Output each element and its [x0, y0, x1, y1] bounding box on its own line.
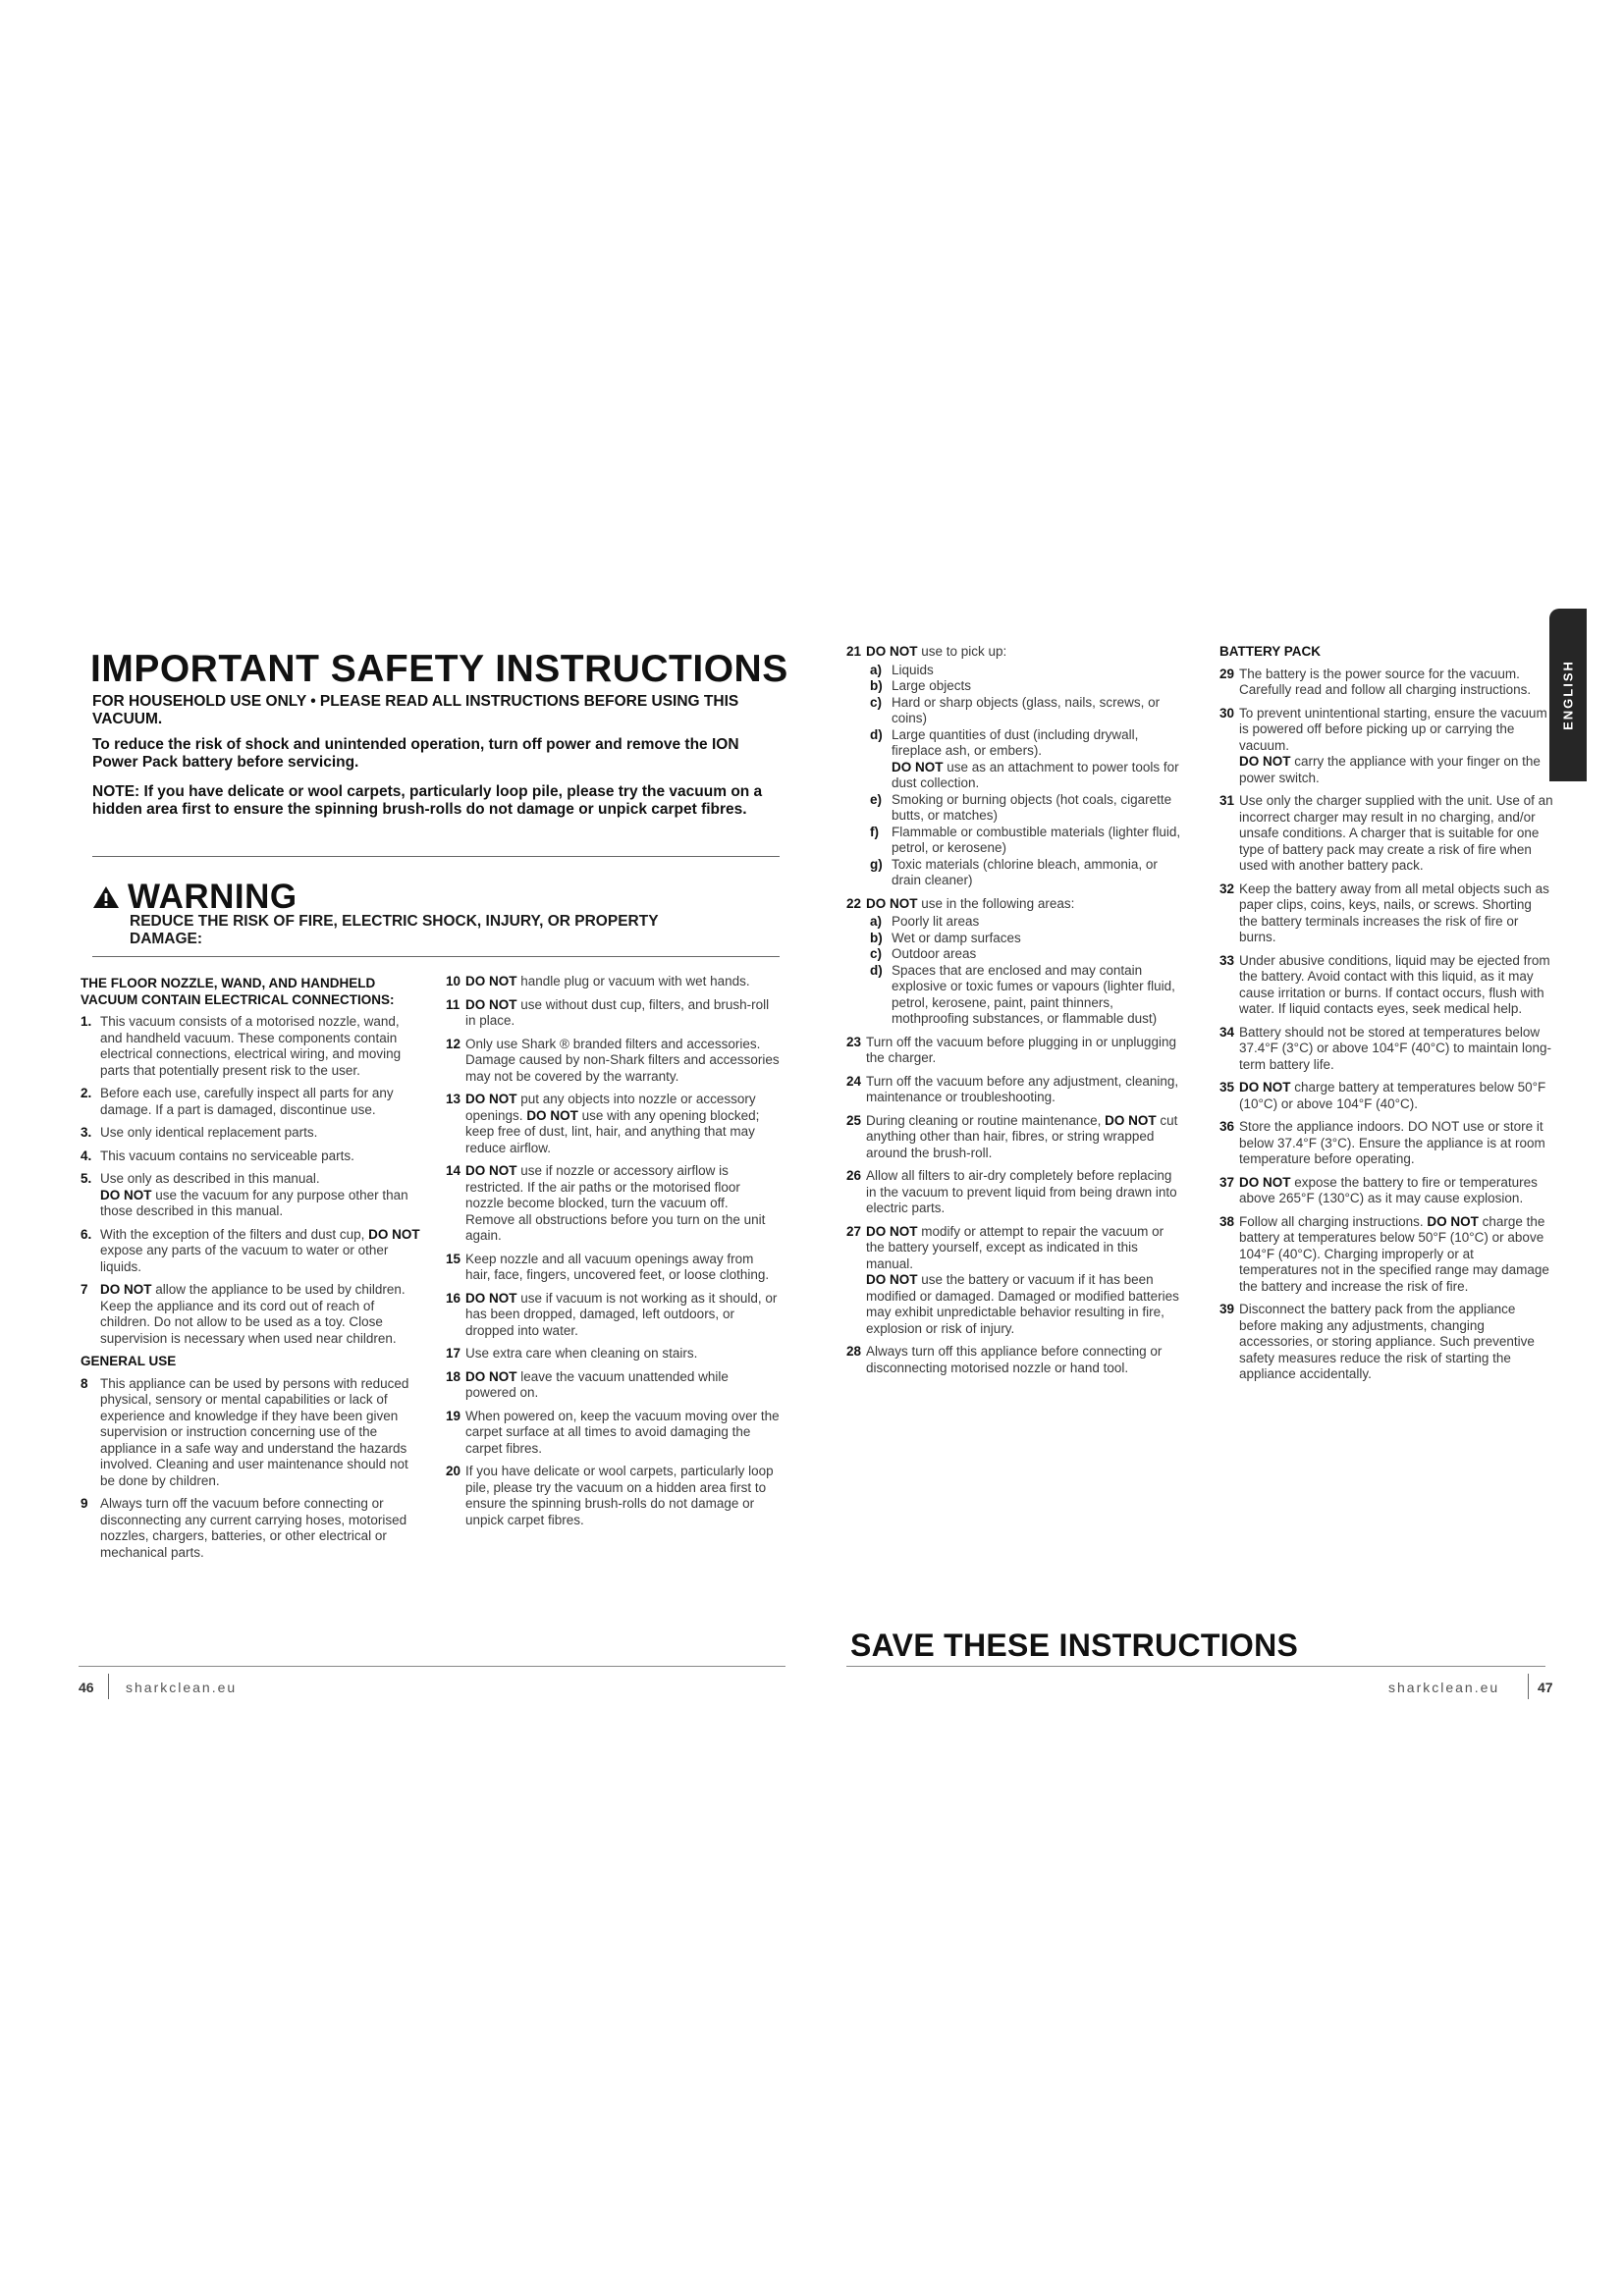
list-item: 28 Always turn off this appliance before connecting or disconnecting motorised nozzle or hand tool.	[846, 1344, 1163, 1375]
page-number: 47	[1538, 1680, 1553, 1695]
shock-notice: To reduce the risk of shock and unintended operation, turn off power and remove the ION Power Pack battery before servicing.	[92, 736, 739, 771]
left-column-2	[446, 974, 780, 1535]
footer-separator	[1528, 1674, 1529, 1699]
sub-item: a) Liquids	[870, 662, 934, 677]
list-item: 29 The battery is the power source for the vacuum. Carefully read and follow all charging instructions.	[1219, 666, 1532, 697]
sub-item: d) Spaces that are enclosed and may contain explosive or toxic fumes or vapours (lighter fluid, petrol, kerosene, paint, paint thinners, mothproofing substances, or flammable dust)	[870, 962, 1175, 1026]
list-item: 38 Follow all charging instructions. DO NOT charge the battery at temperatures below 50°F (10°C) or above 104°F (40°C). Charging improperly or at temperatures not in the specified range may damage the battery and increase the risk of fire.	[1219, 1213, 1549, 1294]
sub-item: c) Outdoor areas	[870, 946, 977, 961]
footer-url: sharkclean.eu	[1388, 1680, 1500, 1695]
floor-nozzle-heading: THE FLOOR NOZZLE, WAND, AND HANDHELD VACUUM CONTAIN ELECTRICAL CONNECTIONS:	[81, 976, 395, 1007]
list-item: 32 Keep the battery away from all metal objects such as paper clips, coins, keys, nails, or screws. Shorting the battery terminals increases the risk of fire or burns.	[1219, 881, 1549, 944]
list-item: 17 Use extra care when cleaning on stairs.	[446, 1346, 698, 1361]
list-item: 25 During cleaning or routine maintenance, DO NOT cut anything other than hair, fibres, or string wrapped around the brush-roll.	[846, 1112, 1178, 1160]
list-item: 2. Before each use, carefully inspect all parts for any damage. If a part is damaged, discontinue use.	[81, 1086, 394, 1117]
carpet-note: NOTE: If you have delicate or wool carpets, particularly loop pile, please try the vacuum on a hidden area first to ensure the spinning brush-rolls do not damage or unpick carpet fibres.	[92, 783, 763, 818]
list-item: 37 DO NOT expose the battery to fire or temperatures above 265°F (130°C) as it may cause explosion.	[1219, 1174, 1538, 1205]
list-item: 23 Turn off the vacuum before plugging in or unplugging the charger.	[846, 1034, 1176, 1065]
list-item: 30 To prevent unintentional starting, ensure the vacuum is powered off before picking up or carrying the vacuum. DO NOT carry the appliance with your finger on the power switch.	[1219, 705, 1547, 785]
list-item: 3. Use only identical replacement parts.	[81, 1125, 318, 1140]
language-label: ENGLISH	[1560, 660, 1576, 730]
list-item: 19 When powered on, keep the vacuum moving over the carpet surface at all times to avoid damaging the carpet fibres.	[446, 1408, 780, 1456]
list-item: 8 This appliance can be used by persons with reduced physical, sensory or mental capabilities or lack of experience and knowledge if they have been given supervision or instruction concerning use of the appliance in a safe way and understand the hazards involved. Cleaning and user maintenance should not be done by children.	[81, 1375, 409, 1488]
list-item: 14 DO NOT use if nozzle or accessory airflow is restricted. If the air paths or the motorised floor nozzle become blocked, turn the vacuum off. Remove all obstructions before you turn on the unit again.	[446, 1163, 766, 1243]
left-column-1	[81, 976, 424, 1568]
warning-word: WARNING	[128, 878, 298, 916]
footer-url: sharkclean.eu	[126, 1680, 238, 1695]
sub-item: f) Flammable or combustible materials (lighter fluid, petrol, or kerosene)	[870, 824, 1181, 855]
list-item: 36 Store the appliance indoors. DO NOT use or store it below 37.4°F (3°C). Ensure the appliance is at room temperature before operating.	[1219, 1119, 1545, 1166]
save-instructions-title: SAVE THESE INSTRUCTIONS	[850, 1628, 1299, 1663]
footer-divider	[846, 1666, 1545, 1667]
list-item: 7 DO NOT allow the appliance to be used by children. Keep the appliance and its cord out of reach of children. Do not allow to be used as a toy. Close supervision is necessary when used near children.	[81, 1282, 406, 1346]
list-item: 27 DO NOT modify or attempt to repair the vacuum or the battery yourself, except as indicated in this manual. DO NOT use the battery or vacuum if it has been modified or damaged. Damaged or modified batteries may exhibit unpredictable behavior resulting in fire, explosion or risk of injury.	[846, 1223, 1179, 1336]
list-item: 15 Keep nozzle and all vacuum openings away from hair, face, fingers, uncovered feet, or loose clothing.	[446, 1251, 770, 1282]
list-item: 4. This vacuum contains no serviceable parts.	[81, 1148, 354, 1163]
language-tab	[1549, 609, 1587, 781]
list-item: 12 Only use Shark ® branded filters and accessories. Damage caused by non-Shark filters and accessories may not be covered by the warranty.	[446, 1036, 780, 1084]
sub-item: b) Wet or damp surfaces	[870, 930, 1021, 945]
divider	[92, 856, 780, 857]
list-item: 9 Always turn off the vacuum before connecting or disconnecting any current carrying hoses, motorised nozzles, chargers, batteries, or other electrical or mechanical parts.	[81, 1496, 407, 1560]
warning-heading	[92, 878, 298, 917]
list-item: 20 If you have delicate or wool carpets, particularly loop pile, please try the vacuum on a hidden area first to ensure the spinning brush-rolls do not damage or unpick carpet fibres.	[446, 1464, 774, 1527]
list-item: 31 Use only the charger supplied with the unit. Use of an incorrect charger may result in no charging, and/or unsafe conditions. A charger that is suitable for one type of battery pack may create a risk of fire when used with another battery pack.	[1219, 793, 1553, 873]
list-item: 5. Use only as described in this manual. DO NOT use the vacuum for any purpose other than those described in this manual.	[81, 1171, 408, 1218]
general-use-heading: GENERAL USE	[81, 1354, 177, 1368]
page-number: 46	[79, 1680, 94, 1695]
sub-item: e) Smoking or burning objects (hot coals, cigarette butts, or matches)	[870, 791, 1172, 823]
list-item: 13 DO NOT put any objects into nozzle or accessory openings. DO NOT use with any opening blocked; keep free of dust, lint, hair, and anything that may reduce airflow.	[446, 1092, 760, 1155]
footer-divider	[79, 1666, 785, 1667]
list-item: 24 Turn off the vacuum before any adjustment, cleaning, maintenance or troubleshooting.	[846, 1073, 1179, 1104]
right-column-2	[1219, 644, 1553, 1390]
divider	[92, 956, 780, 957]
list-item: 39 Disconnect the battery pack from the appliance before making any adjustments, changing accessories, or storing appliance. Such preventive safety measures reduce the risk of starting the appliance accidentally.	[1219, 1302, 1535, 1381]
list-item: 1. This vacuum consists of a motorised nozzle, wand, and handheld vacuum. These components contain electrical connections, electrical wiring, and moving parts that potentially present risk to the user.	[81, 1014, 402, 1078]
warning-subheading: REDUCE THE RISK OF FIRE, ELECTRIC SHOCK, INJURY, OR PROPERTY DAMAGE:	[130, 913, 659, 947]
list-item: 18 DO NOT leave the vacuum unattended while powered on.	[446, 1368, 729, 1400]
list-item: 11 DO NOT use without dust cup, filters, and brush-roll in place.	[446, 996, 770, 1028]
sub-item: g) Toxic materials (chlorine bleach, ammonia, or drain cleaner)	[870, 856, 1158, 887]
list-item: 26 Allow all filters to air-dry completely before replacing in the vacuum to prevent liquid from being drawn into electric parts.	[846, 1168, 1177, 1215]
list-item: 34 Battery should not be stored at temperatures below 37.4°F (3°C) or above 104°F (40°C) to maintain long-term battery life.	[1219, 1024, 1551, 1072]
sub-item: a) Poorly lit areas	[870, 914, 980, 929]
main-title: IMPORTANT SAFETY INSTRUCTIONS	[90, 648, 788, 690]
sub-item: b) Large objects	[870, 678, 972, 693]
list-item: 6. With the exception of the filters and dust cup, DO NOT expose any parts of the vacuum to water or other liquids.	[81, 1226, 420, 1274]
right-column-1	[846, 644, 1185, 1383]
list-item: 35 DO NOT charge battery at temperatures below 50°F (10°C) or above 104°F (40°C).	[1219, 1080, 1546, 1111]
sub-item: c) Hard or sharp objects (glass, nails, screws, or coins)	[870, 694, 1161, 725]
warning-triangle-icon	[92, 885, 120, 909]
footer-separator	[108, 1674, 109, 1699]
list-item: 21 DO NOT use to pick up:	[846, 644, 1007, 659]
household-use-notice: FOR HOUSEHOLD USE ONLY • PLEASE READ ALL INSTRUCTIONS BEFORE USING THIS VACUUM.	[92, 693, 739, 727]
sub-item: d) Large quantities of dust (including drywall, fireplace ash, or embers). DO NOT use as an attachment to power tools for dust collection.	[870, 726, 1179, 790]
list-item: 33 Under abusive conditions, liquid may be ejected from the battery. Avoid contact with this liquid, as it may cause irritation or burns. If contact occurs, flush with water. If liquid contacts eyes, seek medical help.	[1219, 952, 1550, 1016]
list-item: 16 DO NOT use if vacuum is not working as it should, or has been dropped, damaged, left outdoors, or dropped into water.	[446, 1290, 778, 1338]
list-item: 22 DO NOT use in the following areas:	[846, 895, 1075, 911]
list-item: 10 DO NOT handle plug or vacuum with wet hands.	[446, 974, 750, 988]
battery-pack-heading: BATTERY PACK	[1219, 644, 1322, 659]
